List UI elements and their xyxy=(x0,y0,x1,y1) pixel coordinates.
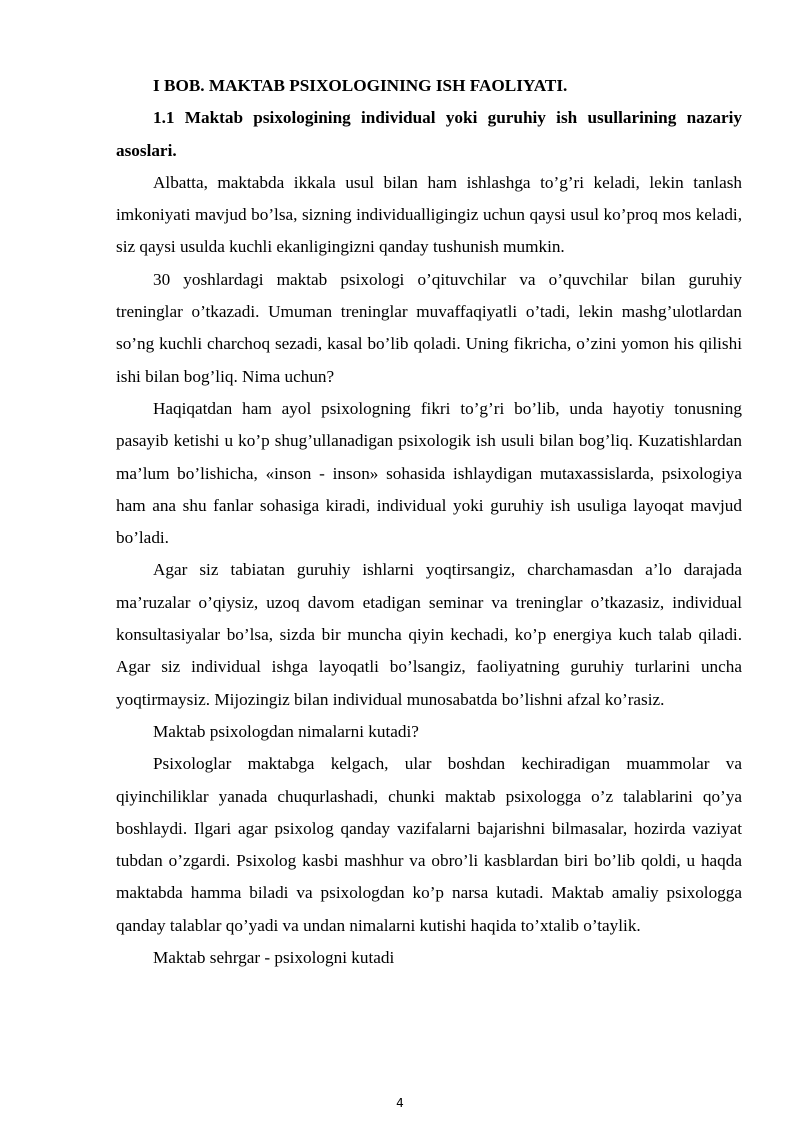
page-body xyxy=(116,70,742,974)
chapter-title: I BOB. MAKTAB PSIXOLOGINING ISH FAOLIYATI. xyxy=(153,76,568,95)
paragraph: Haqiqatdan ham ayol psixologning fikri to’g’ri bo’lib, unda hayotiy tonusning pasayib ketishi u ko’p shug’ullanadigan psixologik ish usuli bilan bog’liq. Kuzatishlardan ma’lum bo’lishicha, «inson - inson» sohasida ishlaydigan mutaxassislarda, psixologiya ham ana shu fanlar sohasiga kiradi, individual yoki guruhiy ish usuliga layoqat mavjud bo’ladi. xyxy=(116,398,742,548)
paragraph: Agar siz tabiatan guruhiy ishlarni yoqtirsangiz, charchamasdan a’lo darajada ma’ruzalar o’qiysiz, uzoq davom etadigan seminar va treninglar o’tkazasiz, individual konsultasiyalar bo’lsa, sizda bir muncha qiyin kechadi, ko’p energiya kuch talab qiladi. Agar siz individual ishga layoqatli bo’lsangiz, faoliyatning guruhiy turlarini uncha yoqtirmaysiz. Mijozingiz bilan individual munosabatda bo’lishni afzal ko’rasiz. xyxy=(116,560,742,709)
question-line: Maktab psixologdan nimalarni kutadi? xyxy=(153,721,419,741)
paragraph: Psixologlar maktabga kelgach, ular boshdan kechiradigan muammolar va qiyinchiliklar yanada chuqurlashadi, chunki maktab psixologga o’z talablarini qo’ya boshlaydi. Ilgari agar psixolog qanday vazifalarni bajarishni bilmasalar, hozirda vaziyat tubdan o’zgardi. Psixolog kasbi mashhur va obro’li kasblardan biri bo’lib qoldi, u haqda maktabda hamma biladi va psixologdan ko’p narsa kutadi. Maktab amaliy psixologga qanday talablar qo’yadi va undan nimalarni kutishi haqida to’xtalib o’taylik. xyxy=(116,754,742,935)
paragraph: 30 yoshlardagi maktab psixologi o’qituvchilar va o’quvchilar bilan guruhiy treninglar o’tkazadi. Umuman treninglar muvaffaqiyatli o’tadi, lekin mashg’ulotlardan so’ng kuchli charchoq sezadi, kasal bo’lib qoladi. Uning fikricha, o’zini yomon his qilishi ishi bilan bog’liq. Nima uchun? xyxy=(116,269,742,386)
page-number: 4 xyxy=(396,1096,404,1110)
section-title: 1.1 Maktab psixologining individual yoki guruhiy ish usullarining nazariy asoslari. xyxy=(116,108,742,160)
subheading-line: Maktab sehrgar - psixologni kutadi xyxy=(153,948,395,968)
paragraph: Albatta, maktabda ikkala usul bilan ham ishlashga to’g’ri keladi, lekin tanlash imkoniyati mavjud bo’lsa, sizning individualligingiz uchun qaysi usul ko’proq mos keladi, siz qaysi usulda kuchli ekanligingizni qanday tushunish mumkin. xyxy=(116,172,742,257)
